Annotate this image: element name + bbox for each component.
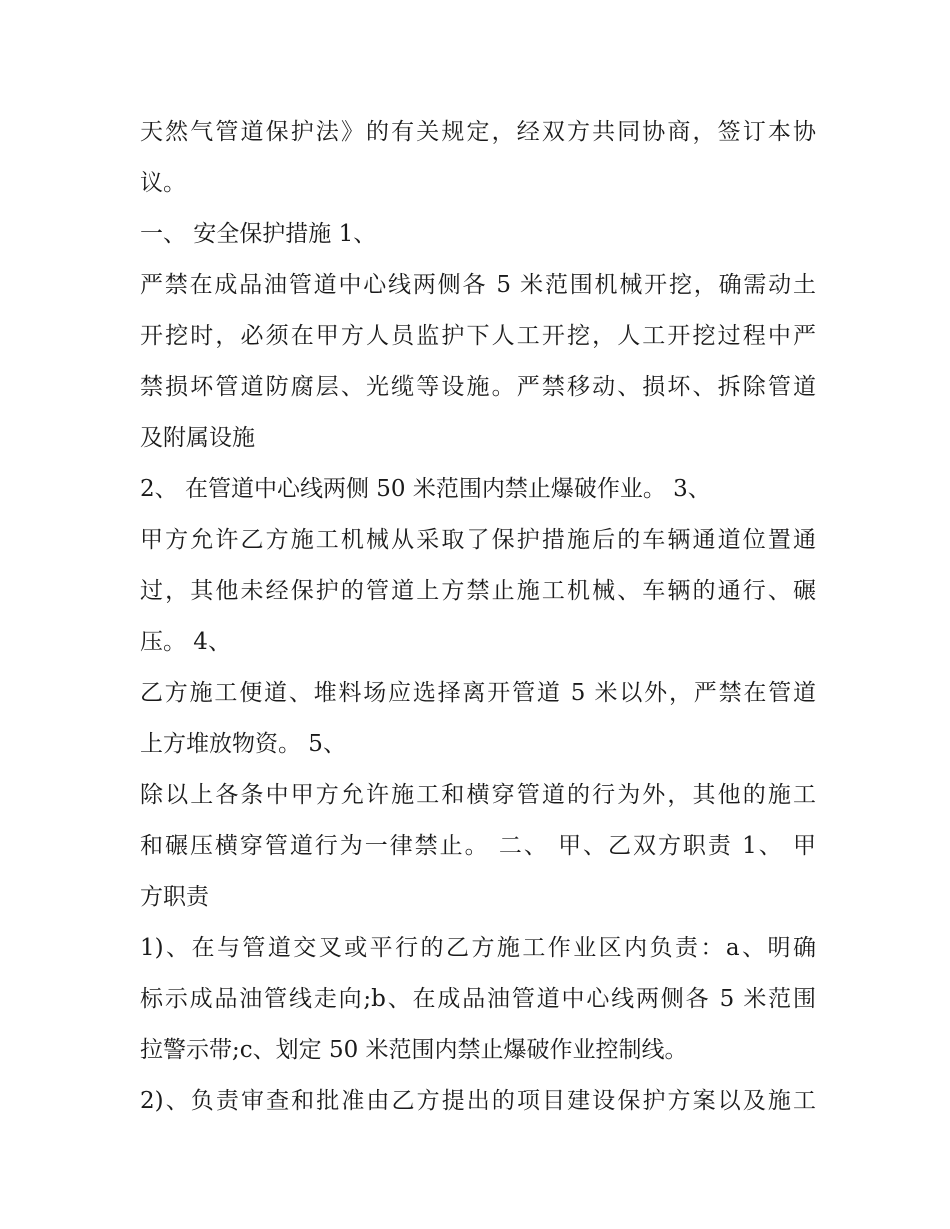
text-line: 甲方允许乙方施工机械从采取了保护措施后的车辆通道位置通 bbox=[140, 527, 816, 553]
text-line: 上方堆放物资。 5、 bbox=[140, 731, 346, 757]
text-line: 方职责 bbox=[140, 884, 209, 910]
text-line: 开挖时，必须在甲方人员监护下人工开挖，人工开挖过程中严 bbox=[140, 323, 816, 349]
text-line: 议。 bbox=[140, 170, 186, 196]
text-line: 天然气管道保护法》的有关规定，经双方共同协商，签订本协 bbox=[140, 119, 816, 145]
text-line: 1)、在与管道交叉或平行的乙方施工作业区内负责：a、明确 bbox=[140, 935, 816, 961]
text-line: 除以上各条中甲方允许施工和横穿管道的行为外，其他的施工 bbox=[140, 782, 816, 808]
text-line: 2、 在管道中心线两侧 50 米范围内禁止爆破作业。 3、 bbox=[140, 476, 711, 502]
text-line: 严禁在成品油管道中心线两侧各 5 米范围机械开挖，确需动土 bbox=[140, 272, 816, 298]
document-body bbox=[140, 107, 816, 1127]
text-line: 过，其他未经保护的管道上方禁止施工机械、车辆的通行、碾 bbox=[140, 578, 816, 604]
text-line: 乙方施工便道、堆料场应选择离开管道 5 米以外，严禁在管道 bbox=[140, 680, 816, 706]
text-line: 及附属设施 bbox=[140, 425, 255, 451]
section-heading: 一、 安全保护措施 1、 bbox=[140, 221, 377, 247]
text-line: 标示成品油管线走向;b、在成品油管道中心线两侧各 5 米范围 bbox=[140, 986, 816, 1012]
text-line: 压。 4、 bbox=[140, 629, 231, 655]
text-line: 禁损坏管道防腐层、光缆等设施。严禁移动、损坏、拆除管道 bbox=[140, 374, 816, 400]
text-line: 2)、负责审查和批准由乙方提出的项目建设保护方案以及施工 bbox=[140, 1088, 816, 1114]
text-line: 拉警示带;c、划定 50 米范围内禁止爆破作业控制线。 bbox=[140, 1037, 688, 1063]
text-line: 和碾压横穿管道行为一律禁止。 二、 甲、乙双方职责 1、 甲 bbox=[140, 833, 816, 859]
